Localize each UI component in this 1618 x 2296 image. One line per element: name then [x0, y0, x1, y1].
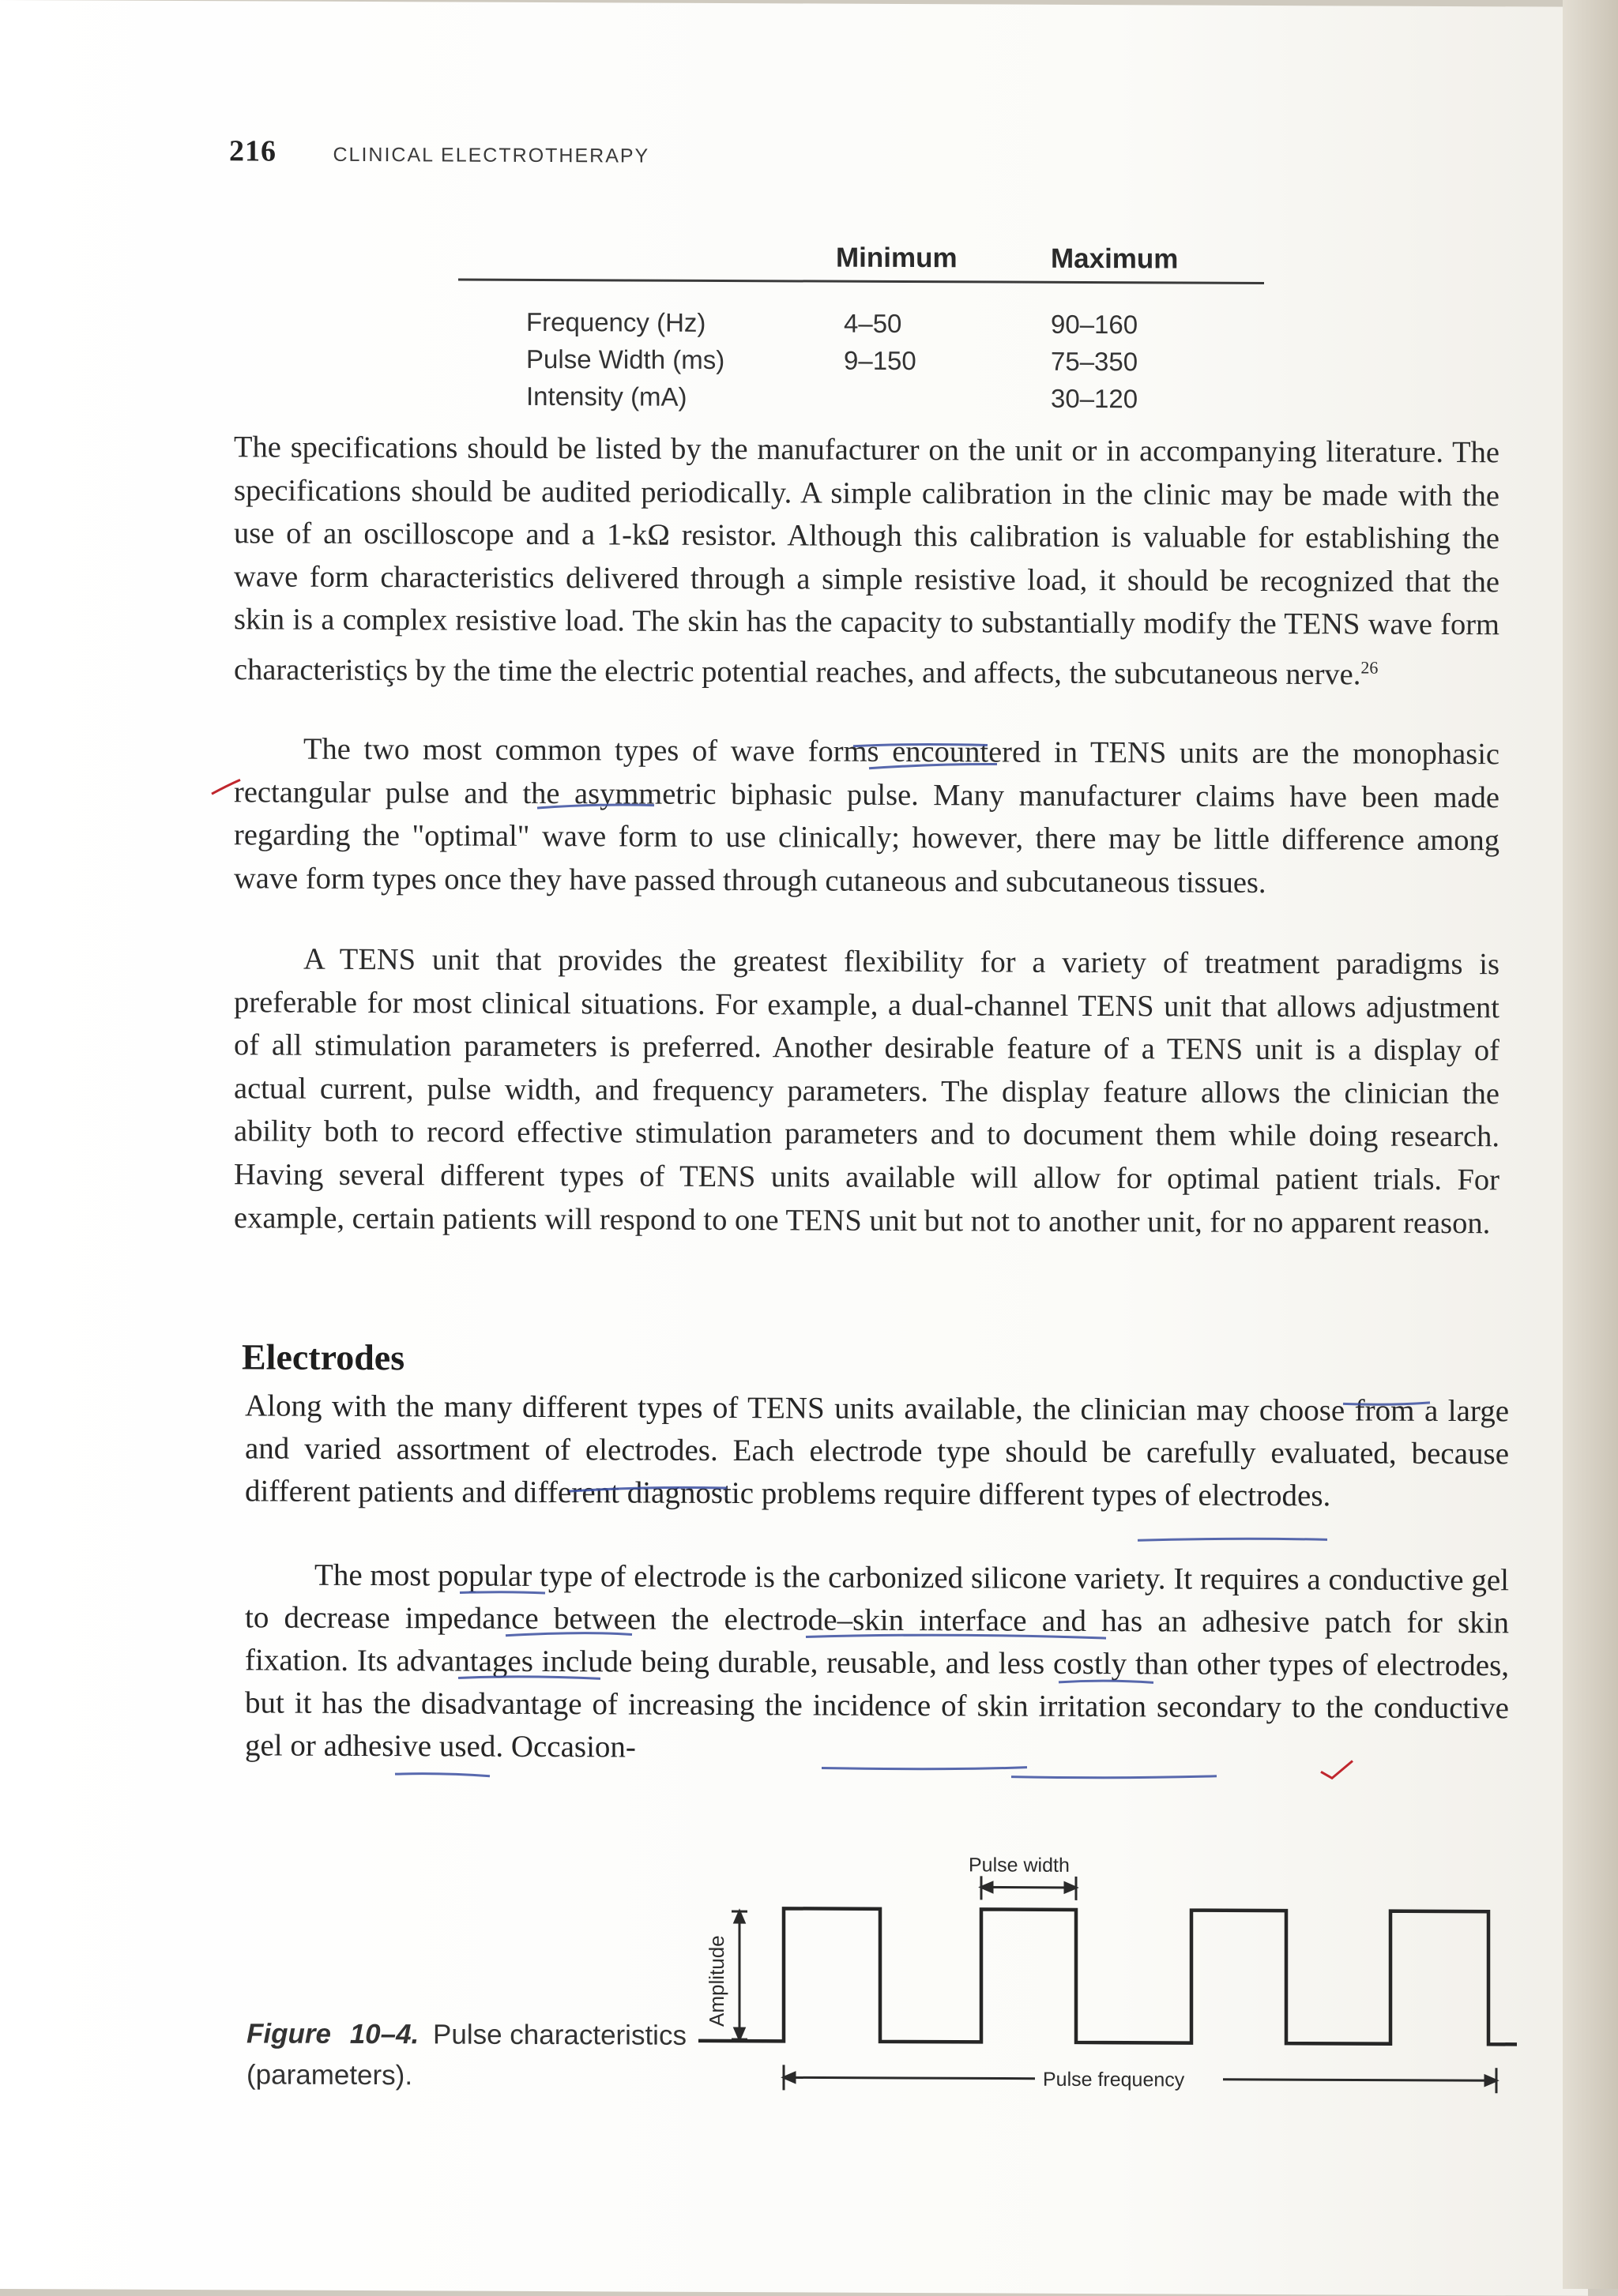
ink-underline [1011, 1776, 1217, 1779]
table-row [458, 378, 1264, 418]
paragraph-specifications [234, 426, 1499, 697]
paragraph-carbonized-silicone: The most popular type of electrode is the carbonized silicone variety. It requires a conductive gel to decrease impedance between the electrode–skin interface and has an adhesive patch for skin fixation. Its advantages include being durable, reusable, and less costly than other types of electrodes, but it has the disadvantage of increasing the incidence of skin irritation secondary to the conductive gel or adhesive used. Occasion- [245, 1554, 1509, 1772]
caption-number: 10–4. [350, 2019, 420, 2050]
spec-max: 90–160 [1051, 306, 1209, 344]
reference-superscript: 26 [1360, 657, 1378, 677]
amplitude-label: Amplitude [705, 1935, 728, 2027]
pulse-train-waveform [698, 1908, 1517, 2045]
spec-table-rule [458, 279, 1264, 284]
spec-table-header [458, 224, 1264, 276]
spec-min: 4–50 [844, 305, 1051, 343]
amplitude-dimension [732, 1911, 747, 2039]
spec-header-minimum: Minimum [836, 242, 1051, 275]
spec-label: Pulse Width (ms) [458, 340, 844, 379]
running-title: CLINICAL ELECTROTHERAPY [333, 144, 650, 167]
spec-min [844, 379, 1051, 417]
spec-max: 75–350 [1051, 343, 1209, 381]
spec-min: 9–150 [844, 342, 1051, 380]
spec-header-blank [458, 272, 836, 274]
ink-underline [1138, 1539, 1327, 1542]
paragraph-tens-unit: A TENS unit that provides the greatest flexibility for a variety of treatment paradigms is preferable for most clinical situations. For example, a dual-channel TENS unit that allows adjustment of all stimulation parameters is preferred. Another desirable feature of a TENS unit is a display of actual current, pulse width, and frequency parameters. The display feature allows the clinician the ability both to record effective stimulation parameters and to document them while doing research. Having several different types of TENS units available will allow for optimal patient trials. For example, certain patients will respond to one TENS unit but not to another unit, for no apparent reason. [234, 938, 1499, 1245]
paragraph-electrodes-intro: Along with the many different types of TENS units available, the clinician may choose from a large and varied assortment of electrodes. Each electrode type should be carefully evaluated, because different patients and different diagnostic problems require different types of electrodes. [245, 1385, 1509, 1518]
spec-table [458, 224, 1264, 418]
pulse-characteristics-figure [687, 1843, 1525, 2108]
pulse-width-dimension [981, 1876, 1076, 1900]
table-row [458, 340, 1264, 381]
spec-label: Frequency (Hz) [458, 303, 844, 342]
paragraph-text: The specifications should be listed by the manufacturer on the unit or in accompanying literature. The specifications should be audited periodically. A simple calibration in the clinic may be made with the use of an oscilloscope and a 1-kΩ resistor. Although this calibration is valuable for establishing the wave form characteristics delivered through a simple resistive load, it should be recognized that the skin is a complex resistive load. The skin has the capacity to substantially modify the TENS wave form characteristiçs by the time the electric potential reaches, and affects, the subcutaneous nerve. [234, 430, 1499, 691]
pulse-width-label: Pulse width [969, 1854, 1070, 1877]
table-row [458, 303, 1264, 344]
pulse-frequency-label: Pulse frequency [1043, 2069, 1185, 2091]
ink-underline [395, 1774, 490, 1776]
paragraph-wave-forms: The two most common types of wave forms encountered in TENS units are the monophasic rectangular pulse and the asymmetric biphasic pulse. Many manufacturer claims have been made regarding the "optimal" wave form to use clinically; however, there may be little difference among wave form types once they have passed through cutaneous and subcutaneous tissues. [234, 727, 1499, 905]
spec-max: 30–120 [1051, 380, 1209, 418]
page-number: 216 [229, 134, 277, 167]
section-heading-electrodes: Electrodes [242, 1336, 404, 1378]
caption-label: Figure [246, 2018, 331, 2049]
spec-table-body [458, 303, 1264, 418]
page-header [229, 133, 649, 170]
spec-label: Intensity (mA) [458, 378, 844, 416]
caption-text: Pulse characteristics (parameters). [246, 2019, 687, 2091]
book-gutter-edge [1563, 0, 1618, 2289]
spec-header-maximum: Maximum [1051, 243, 1178, 276]
figure-caption [246, 2013, 689, 2097]
